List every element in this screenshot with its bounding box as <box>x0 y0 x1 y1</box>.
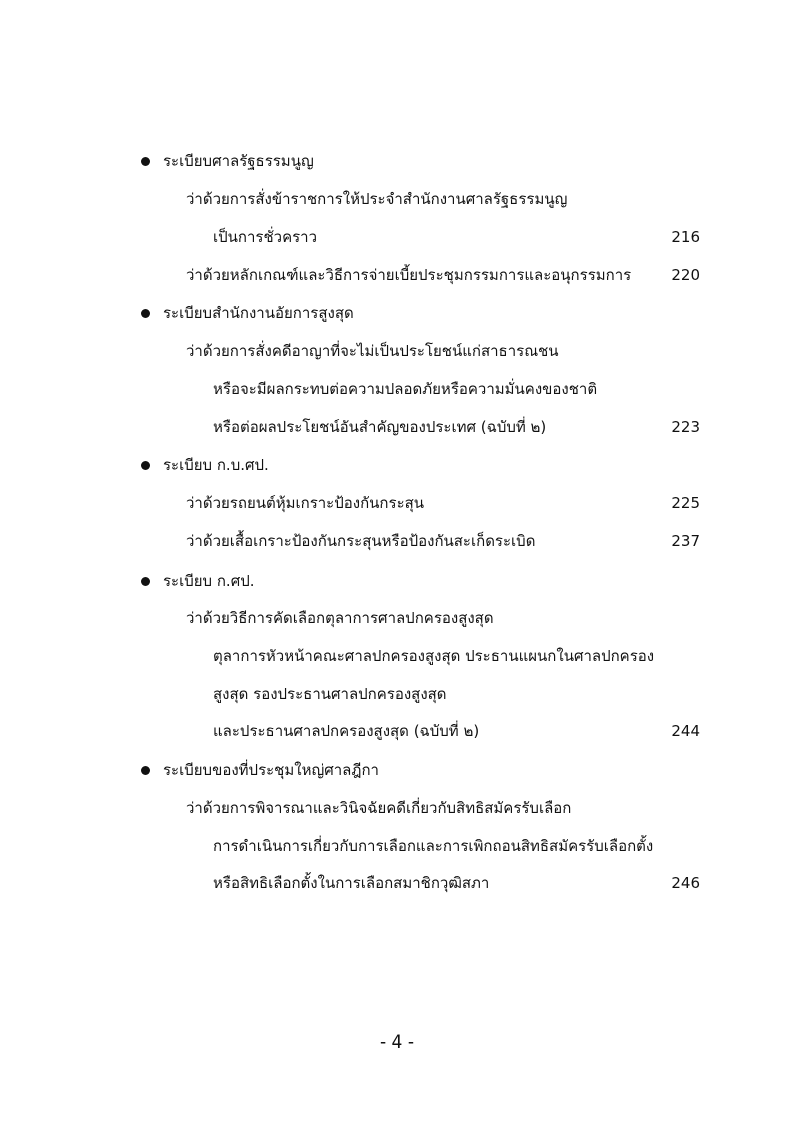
entry-line: หรือต่อผลประโยชน์อันสำคัญของประเทศ (ฉบับที่ ๒) <box>213 418 547 436</box>
entry-line: เป็นการชั่วคราว <box>213 228 318 246</box>
page-number: 246 <box>671 874 700 892</box>
page-number: 223 <box>671 418 700 436</box>
page-footer: - 4 - <box>379 1031 415 1053</box>
entry-line: ว่าด้วยการสั่งข้าราชการให้ประจำสำนักงานศาลรัฐธรรมนูญ <box>186 190 568 208</box>
entry-line: ว่าด้วยหลักเกณฑ์และวิธีการจ่ายเบี้ยประชุมกรรมการและอนุกรรมการ <box>186 266 632 284</box>
entry-line: ว่าด้วยเสื้อเกราะป้องกันกระสุนหรือป้องกันสะเก็ดระเบิด <box>186 532 536 550</box>
section-heading: ระเบียบของที่ประชุมใหญ่ศาลฎีกา <box>163 761 379 779</box>
page-number: 216 <box>671 228 700 246</box>
bullet-icon <box>141 309 150 318</box>
bullet-icon <box>141 766 150 775</box>
section-heading: ระเบียบศาลรัฐธรรมนูญ <box>163 152 314 170</box>
section-heading: ระเบียบสำนักงานอัยการสูงสุด <box>163 304 354 322</box>
bullet-icon <box>141 577 150 586</box>
section-heading: ระเบียบ ก.บ.ศป. <box>163 456 269 474</box>
entry-line: ว่าด้วยการสั่งคดีอาญาที่จะไม่เป็นประโยชน์แก่สาธารณชน <box>186 342 559 360</box>
entry-line: สูงสุด รองประธานศาลปกครองสูงสุด <box>213 685 447 703</box>
bullet-icon <box>141 157 150 166</box>
section-heading: ระเบียบ ก.ศป. <box>163 572 255 590</box>
page-number: 225 <box>671 494 700 512</box>
page-number: 244 <box>671 722 700 740</box>
page-number: 237 <box>671 532 700 550</box>
entry-line: หรือสิทธิเลือกตั้งในการเลือกสมาชิกวุฒิสภา <box>213 874 490 892</box>
entry-line: การดำเนินการเกี่ยวกับการเลือกและการเพิกถอนสิทธิสมัครรับเลือกตั้ง <box>213 837 654 855</box>
bullet-icon <box>141 461 150 470</box>
entry-line: หรือจะมีผลกระทบต่อความปลอดภัยหรือความมั่นคงของชาติ <box>213 380 598 398</box>
entry-line: ตุลาการหัวหน้าคณะศาลปกครองสูงสุด ประธานแผนกในศาลปกครอง <box>213 647 655 665</box>
entry-line: ว่าด้วยการพิจารณาและวินิจฉัยคดีเกี่ยวกับสิทธิสมัครรับเลือก <box>186 799 572 817</box>
entry-line: ว่าด้วยวิธีการคัดเลือกตุลาการศาลปกครองสูงสุด <box>186 609 494 627</box>
entry-line: ว่าด้วยรถยนต์หุ้มเกราะป้องกันกระสุน <box>186 494 425 512</box>
page-number: 220 <box>671 266 700 284</box>
entry-line: และประธานศาลปกครองสูงสุด (ฉบับที่ ๒) <box>213 722 480 740</box>
